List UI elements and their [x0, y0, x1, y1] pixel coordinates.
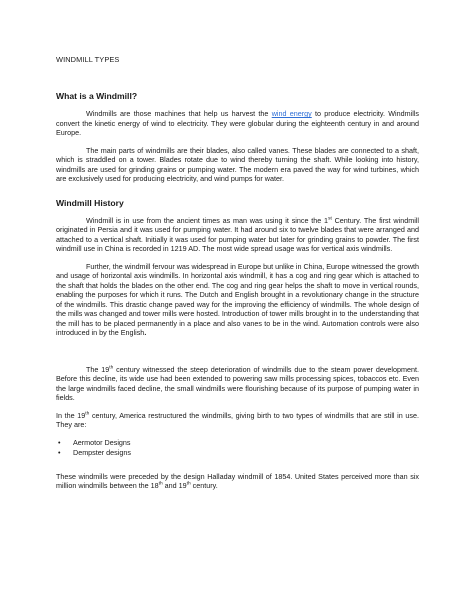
- bullet-icon: •: [58, 447, 61, 457]
- paragraph-text: Century. The first windmill originated in Persia and it was used for pumping water. It had around six to twelve blades that were arranged and attached to a vertical shaft. Initially it was used for pumping water but later for grinding grains to powder. The first windmill use in China is recorded in 1219 AD. The most wide spread usage was for vertical axis windmills.: [56, 215, 419, 253]
- list-item: [56, 438, 419, 448]
- paragraph-text: and 19: [162, 481, 187, 490]
- windmill-types-list: [56, 438, 419, 458]
- paragraph-text: In the 19: [56, 410, 86, 420]
- paragraph-text: century.: [190, 481, 218, 490]
- paragraph-history-1: [56, 216, 419, 254]
- paragraph-text: Windmill is in use from the ancient times as man was using it since the 1: [86, 215, 329, 225]
- superscript: th: [85, 411, 90, 417]
- paragraph-text: century witnessed the steep deterioration of windmills due to the steam power development. Before this decline, its wide use had been extended to powering saw mills processing spices, tobaccos etc. Even the large windmills faced decline, the small windmills were flourishing because of its purpose of pumping water in fields.: [56, 364, 419, 402]
- list-item: [56, 448, 419, 458]
- paragraph-text: century, America restructured the windmills, giving birth to two types of windmills that are still in use. They are:: [56, 410, 419, 429]
- list-item-label: Aermotor Designs: [73, 437, 131, 447]
- paragraph-text: The 19: [86, 364, 110, 374]
- paragraph-what-2: The main parts of windmills are their blades, also called vanes. These blades are connected to a shaft, which is straddled on a tower. Blades rotate due to wind thereby turning the shaft. While looking into history, windmills are used for grinding grains or pumping water. The modern era paved the way for wind turbines, which are exclusively used for producing electricity, and wind pumps for water.: [56, 145, 419, 183]
- superscript: th: [109, 365, 114, 371]
- paragraph-history-2: [56, 262, 419, 338]
- paragraph-text: to produce electricity. Windmills convert the kinetic energy of wind to electricity. They were globular during the eighteenth century in and around Europe.: [56, 109, 419, 137]
- document-body: [56, 55, 419, 491]
- bullet-icon: •: [58, 437, 61, 447]
- paragraph-history-3: [56, 365, 419, 403]
- list-item-label: Dempster designs: [73, 447, 131, 457]
- wind-energy-link[interactable]: wind energy: [271, 109, 312, 118]
- paragraph-history-5: [56, 472, 419, 491]
- heading-what-is-windmill: What is a Windmill?: [56, 91, 138, 101]
- paragraph-end-period: .: [144, 328, 147, 337]
- paragraph-history-4: [56, 411, 419, 430]
- paragraph-what-1: [56, 109, 419, 138]
- superscript: th: [186, 481, 191, 487]
- superscript: th: [158, 481, 163, 487]
- superscript: st: [328, 216, 332, 222]
- document-title: WINDMILL TYPES: [56, 55, 120, 64]
- heading-windmill-history: Windmill History: [56, 197, 124, 208]
- paragraph-text: Further, the windmill fervour was widespread in Europe but unlike in China, Europe witnessed the growth and usage of horizontal axis windmills. In horizontal axis windmill, it has a cog and ring gear which is attached to the shaft that holds the blades on the other end. The cog and ring gear helps the shaft to move in vertical rounds, enabling the purposes for which it runs. The Dutch and English brought in a revolutionary change in the structure of the windmills. This drastic change paved way for the improving the efficiency of windmills. The whole design of the mills was changed and tower mills were hosted. Introduction of tower mills brought in to the understanding that the mill has to be placed permanently in a place and also vanes to be in the wind. Automation controls were also introduced in by the English: [56, 261, 419, 337]
- paragraph-text: These windmills were preceded by the design Halladay windmill of 1854. United States perceived more than six million windmills between the 18: [56, 471, 419, 490]
- paragraph-text: Windmills are those machines that help us harvest the: [86, 109, 272, 118]
